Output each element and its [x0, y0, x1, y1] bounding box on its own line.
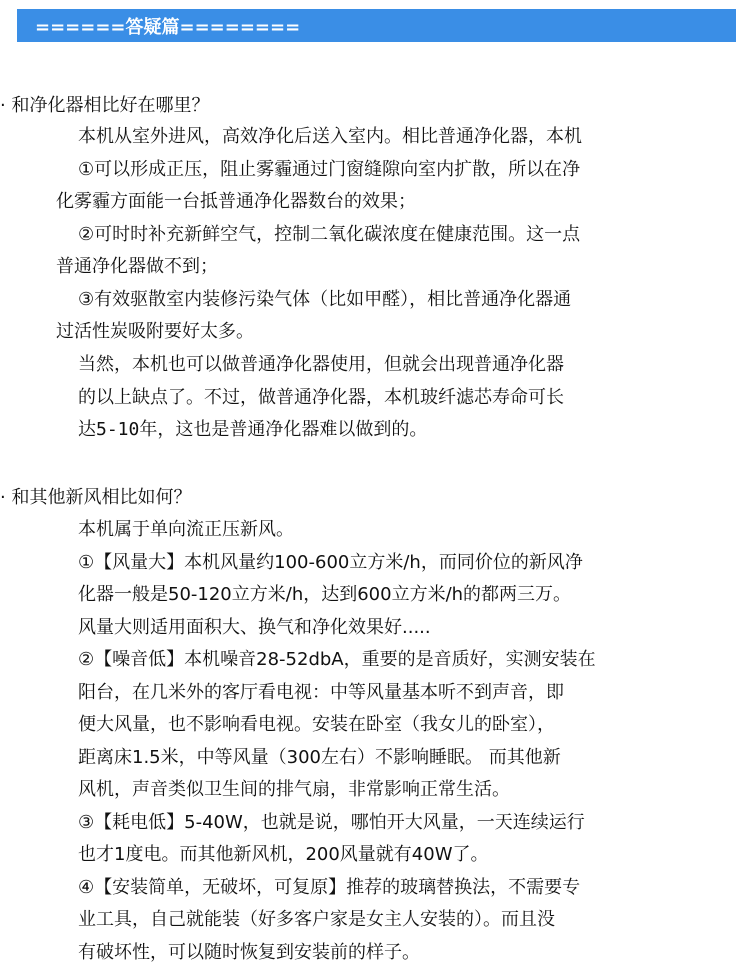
- section-banner: [17, 9, 736, 42]
- section1-line: 化雾霾方面能一台抵普通净化器数台的效果；: [56, 191, 416, 212]
- section1-line: 当然，本机也可以做普通净化器使用，但就会出现普通净化器: [78, 354, 564, 375]
- section2-line: ④【安装简单，无破坏，可复原】推荐的玻璃替换法，不需要专: [78, 877, 581, 898]
- section1-line: 过活性炭吸附要好太多。: [56, 321, 254, 342]
- section2-heading: · 和其他新风相比如何？: [0, 487, 192, 508]
- section2-line: 也才1度电。而其他新风机，200风量就有40W了。: [78, 844, 489, 865]
- section1-line: ①可以形成正压，阻止雾霾通过门窗缝隙向室内扩散，所以在净: [78, 159, 581, 180]
- section1-line: 普通净化器做不到；: [56, 256, 218, 277]
- section2-line: 风量大则适用面积大、换气和净化效果好.....: [78, 617, 431, 638]
- section1-line: ③有效驱散室内装修污染气体（比如甲醛），相比普通净化器通: [78, 289, 572, 310]
- section2-line: 化器一般是50-120立方米/h，达到600立方米/h的都两三万。: [78, 584, 572, 605]
- section2-line: 风机，声音类似卫生间的排气扇，非常影响正常生活。: [78, 779, 510, 800]
- section1-line: 本机从室外进风，高效净化后送入室内。相比普通净化器，本机: [78, 126, 582, 147]
- section2-line: 业工具，自己就能装（好多客户家是女主人安装的）。而且没: [78, 909, 555, 930]
- section2-line: ②【噪音低】本机噪音28-52dbA，重要的是音质好，实测安装在: [78, 649, 596, 670]
- section2-line: ①【风量大】本机风量约100-600立方米/h，而同价位的新风净: [78, 552, 583, 573]
- section2-line: 阳台，在几米外的客厅看电视：中等风量基本听不到声音，即: [78, 682, 564, 703]
- section2-line: 本机属于单向流正压新风。: [78, 519, 294, 540]
- section2-line: 便大风量，也不影响看电视。安装在卧室（我女儿的卧室），: [78, 714, 555, 735]
- section1-heading: · 和净化器相比好在哪里？: [0, 95, 210, 116]
- section2-line: 距离床1.5米，中等风量（300左右）不影响睡眠。 而其他新: [78, 747, 561, 768]
- banner-title: ======答疑篇========: [35, 16, 301, 38]
- section2-line: 有破坏性，可以随时恢复到安装前的样子。: [78, 942, 420, 963]
- section1-line: ②可时时补充新鲜空气，控制二氧化碳浓度在健康范围。这一点: [78, 224, 581, 245]
- section1-line: 的以上缺点了。不过，做普通净化器，本机玻纤滤芯寿命可长: [78, 387, 564, 408]
- section2-line: ③【耗电低】5-40W，也就是说，哪怕开大风量，一天连续运行: [78, 812, 585, 833]
- section1-line: 达5-10年，这也是普通净化器难以做到的。: [78, 419, 428, 440]
